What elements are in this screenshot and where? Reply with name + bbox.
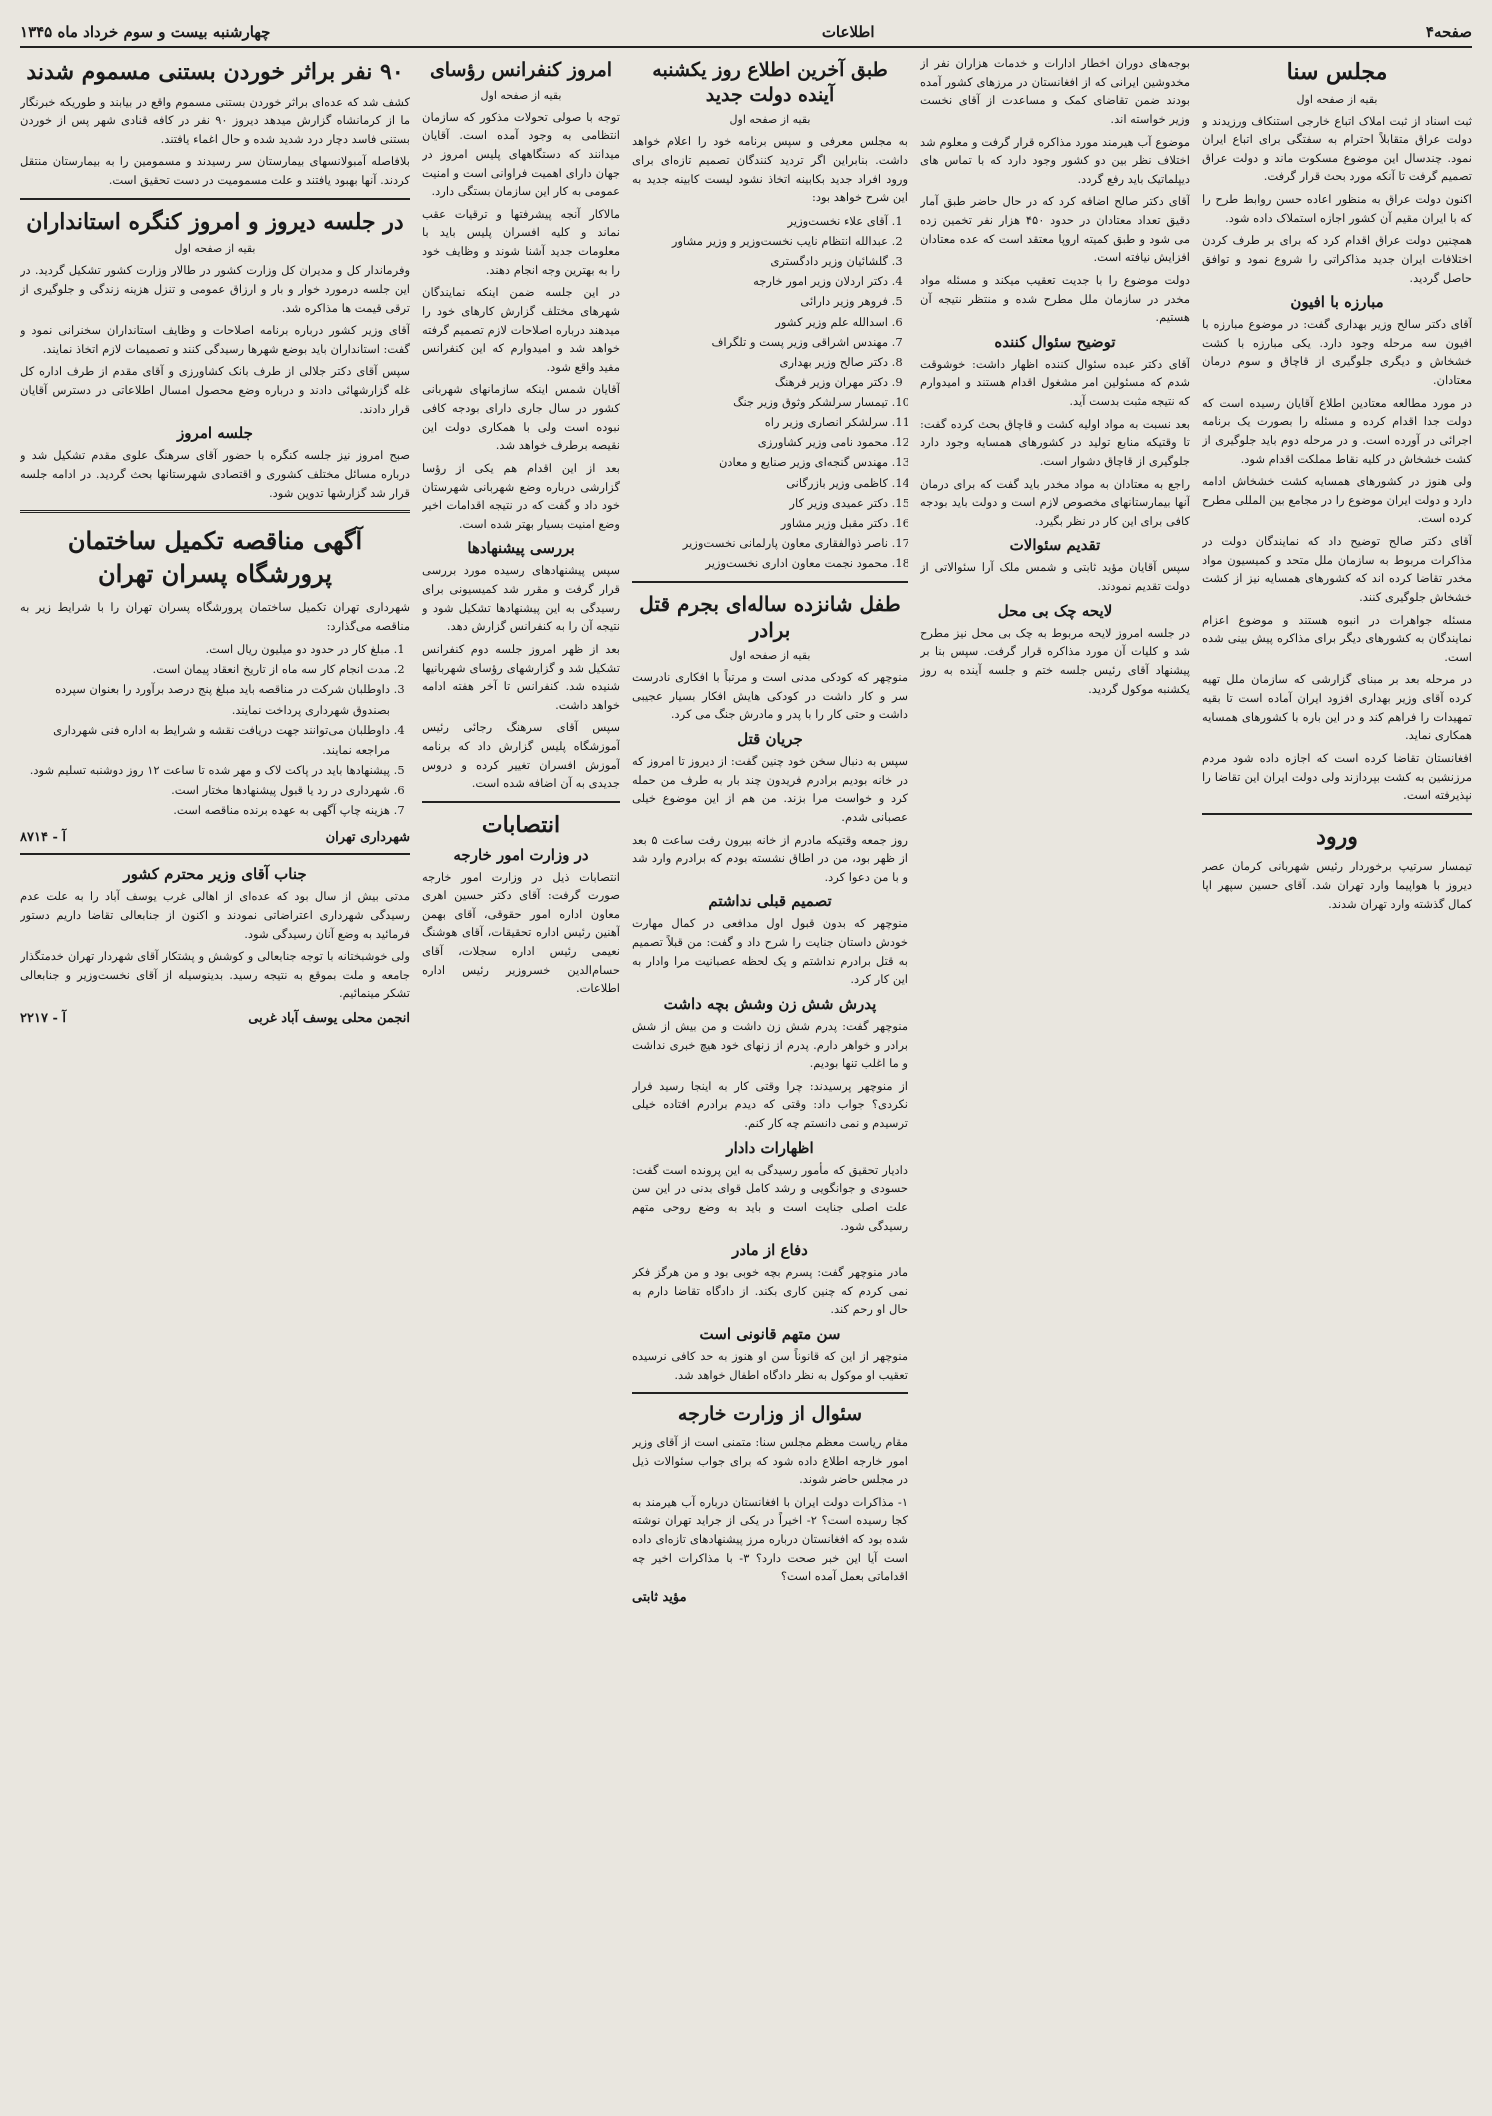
appointments-sub: در وزارت امور خارجه (453, 845, 589, 864)
senate-title: مجلس سنا (1286, 59, 1388, 85)
appointments-p: انتصابات ذیل در وزارت امور خارجه صورت گرفت: آقای دکتر حسین اهری معاون اداره امور حقوقی، آقای بهمن آهنین رئیس اداره تحقیقات، آقای هوشنگ نعیمی رئیس اداره سجلات، آقای حسام‌الدین خسروزیر رئیس اداره اطلاعات. (422, 869, 620, 996)
letter-signature: انجمن محلی یوسف آباد غربی (248, 1011, 410, 1027)
governors-sub: بقیه از صفحه اول (174, 242, 256, 256)
tender-item: 7. هزینه چاپ آگهی به عهده برنده مناقصه است. (20, 800, 390, 820)
tender-intro: شهرداری تهران تکمیل ساختمان پرورشگاه پسران تهران را با شرایط زیر به مناقصه می‌گذارد: (20, 599, 410, 633)
tender-item: 1. مبلغ کار در حدود دو میلیون ریال است. (20, 639, 390, 659)
c2-p9: در جلسه امروز لایحه مربوط به چک بی محل نیز مطرح شد و کلیات آن مورد مذاکره قرار گرفت. سپس بنا بر پیشنهاد آقای رئیس جلسه ختم و جلسه آینده به روز یکشنبه موکول گردید. (920, 625, 1190, 696)
cabinet-member: 10. تیمسار سرلشکر وثوق وزیر جنگ (632, 392, 888, 412)
arrival-p: تیمسار سرتیپ برخوردار رئیس شهربانی کرمان عصر دیروز با هواپیما وارد تهران شد. آقای حسین سپهر اپا کمال گذشته وارد تهران شدند. (1202, 859, 1472, 911)
tender-title: آگهی مناقصه تکمیل ساختمان پرورشگاه پسران تهران (67, 526, 363, 588)
cabinet-member: 11. سرلشکر انصاری وزیر راه (632, 412, 888, 432)
column-cabinet (632, 54, 908, 2078)
murder-p5: منوچهر که بدون قبول اول مدافعی در کمال مهارت خودش داستان جنایت را شرح داد و گفت: من قبلاً تصمیم به قتل برادرم نداشتم و یک لحظه عصبانیت مرا وادار به این کار کرد. (632, 916, 908, 987)
icecream-p2: بلافاصله آمبولانسهای بیمارستان سر رسیدند و مسمومین را به بیمارستان منتقل کردند. آنها بهبود یافتند و علت مسمومیت در دست تحقیق است. (20, 154, 410, 188)
foreign-question-p1: مقام ریاست معظم مجلس سنا: متمنی است از آقای وزیر امور خارجه اطلاع داده شود که برای جواب سئوالات ذیل در مجلس حاضر شوند. (632, 1434, 908, 1487)
c2-p1: بوجه‌های دوران اخطار ادارات و خدمات هزاران نفر از مخدوشین ایرانی که از افغانستان در مرزهای کشور آمده بودند ضمن تقاضای کمک و مساعدت از آقای نخست وزیر خواسته اند. (920, 56, 1190, 126)
murder-s5: دفاع از مادر (732, 1241, 808, 1260)
senate-p8: مسئله جواهرات در انبوه هستند و موضوع اعزام نمایندگان به کشورهای دیگر برای مذاکره پیش بینی شده است. (1202, 612, 1472, 664)
cabinet-member: 18. محمود نجمت معاون اداری نخست‌وزیر (632, 553, 888, 573)
cheque-bill-heading: لایحه چک بی محل (997, 601, 1113, 620)
murder-p4: روز جمعه وقتیکه مادرم از خانه بیرون رفت ساعت ۵ بعد از ظهر بود، من در اطاق نشسته بودم که برادرم وارد شد و با من دعوا کرد. (632, 832, 908, 884)
murder-p3: سپس به دنبال سخن خود چنین گفت: از دیروز تا امروز که در خانه بودیم برادرم فریدون چند بار به طرف من حمله کرد و خواست مرا بزند. من هم از این موضوع خیلی عصبانی شدم. (632, 754, 908, 824)
cabinet-member: 13. مهندس گنجه‌ای وزیر صنایع و معادن (632, 452, 888, 472)
murder-s3: پدرش شش زن وشش بچه داشت (663, 994, 877, 1013)
conf-p4: آقایان شمس اینکه سازمانهای شهربانی کشور در سال جاری دارای بودجه کافی نبوده است ولی با همکاری دولت این نقیصه برطرف خواهد شد. (422, 382, 620, 453)
tender-code: آ - ۸۷۱۴ (20, 830, 66, 846)
senate-p4: آقای دکتر سالح وزیر بهداری گفت: در موضوع مبارزه با افیون سه مرحله وجود دارد. یکی مبارزه با کشت خشخاش و دیگری جلوگیری از قاچاق و سوم درمان معتادان. (1202, 317, 1472, 388)
gov-p5: سپس آقای دکتر جلالی از طرف بانک کشاورزی و آقای مقدم از طرف اداره کل غله گزارشهائی دادند و درباره وضع محصول امسال اطلاعاتی در دسترس آقایان قرار دادند. (20, 364, 410, 416)
murder-p6: منوچهر گفت: پدرم شش زن داشت و من بیش از شش برادر و خواهر دارم. پدرم از زنهای خود هیچ خبری نداشت و ما اغلب تنها بودیم. (632, 1018, 908, 1071)
page-header (20, 18, 1472, 48)
page-number: صفحه۴ (1425, 23, 1472, 41)
senate-p10: افغانستان تقاضا کرده است که اجازه داده شود مردم مرزنشین به کشت بپردازند ولی دولت ایران این تقاضا را نپذیرفته است. (1202, 750, 1472, 803)
conf-p1: توجه با صولی تحولات مذکور که سازمان انتظامی به وجود آمده است. آقایان میدانند که دستگاههای پلیس امروز در جهان دارای اهمیت فراوانی است و امنیت عمومی به کار این سازمان بستگی دارد. (422, 109, 620, 199)
conference-title: امروز کنفرانس رؤسای (429, 59, 613, 81)
tender-signature: شهرداری تهران (325, 830, 410, 846)
senate-p1: ثبت اسناد از ثبت املاک اتباع خارجی استنکاف ورزیدند و دولت عراق متقابلاً احترام به سفتگی برای اتباع ایران نمود. چندسال این موضوع مسکوت ماند و دولت عراق تصمیم گرفت تا آنکه مورد بحث قرار گرفت. (1202, 113, 1472, 184)
arrival-heading: ورود (1316, 823, 1358, 850)
column-left (20, 54, 410, 2078)
tender-item: 2. مدت انجام کار سه ماه از تاریخ انعقاد پیمان است. (20, 659, 390, 679)
conf-s1: بررسی پیشنهادها (467, 539, 575, 558)
foreign-question-title: سئوال از وزارت خارجه (677, 1403, 863, 1426)
conf-p7: بعد از ظهر امروز جلسه دوم کنفرانس تشکیل شد و گزارشهای رؤسای شهربانیها شنیده شد. کنفرانس تا آخر هفته ادامه خواهد داشت. (422, 641, 620, 712)
senate-p9: در مرحله بعد بر مبنای گزارشی که سازمان ملل تهیه کرده آقای وزیر بهداری افزود ایران آماده است تا بقیه تمهیدات را فراهم کند و در این باره با کشورهای همسایه همکاری نماید. (1202, 672, 1472, 743)
issue-date: چهارشنبه بیست و سوم خرداد ماه ۱۳۴۵ (20, 23, 271, 41)
icecream-title: ۹۰ نفر براثر خوردن بستنی مسموم شدند (26, 59, 404, 85)
murder-s4: اظهارات دادار (726, 1138, 814, 1157)
senate-p7: آقای دکتر صالح توضیح داد که نمایندگان دولت در مذاکرات مربوط به سازمان ملل متحد و کمیسیون مواد مخدر تقاضا کرده اند که کشورهای همسایه نیز از کشت خشخاش جلوگیری کنند. (1202, 534, 1472, 604)
foreign-question-signature: مؤید ثابتی (632, 1589, 687, 1605)
c2-p6: بعد نسبت به مواد اولیه کشت و قاچاق بحث کرده گفت: تا وقتیکه منابع تولید در کشورهای همسایه وجود دارد جلوگیری از قاچاق دشوار است. (920, 416, 1190, 468)
cabinet-member: 14. کاظمی وزیر بازرگانی (632, 473, 888, 493)
senate-sub: بقیه از صفحه اول (1296, 92, 1378, 106)
c2-p2: موضوع آب هیرمند مورد مذاکره قرار گرفت و معلوم شد اختلاف نظر بین دو کشور وجود دارد که با تماس های دیپلماتیک باید رفع گردد. (920, 134, 1190, 186)
cabinet-member: 4. دکتر اردلان وزیر امور خارجه (632, 271, 888, 291)
cabinet-sub: بقیه از صفحه اول (729, 113, 811, 127)
paper-name: اطلاعات (821, 23, 875, 41)
cabinet-member: 12. محمود نامی وزیر کشاورزی (632, 432, 888, 452)
cabinet-member: 1. آقای علاء نخست‌وزیر (632, 211, 888, 231)
murder-title: طفل شانزده ساله‌ای بجرم قتل برادر (639, 592, 901, 643)
gov-p3: وفرماندار کل و مدیران کل وزارت کشور در طالار وزارت کشور تشکیل گردید. در این جلسه درمورد خوار و بار و ارزاق عمومی و تنزل هزینه زندگی و جلوگیری از ترقی قیمت ها مذاکره شد. (20, 263, 410, 315)
senate-p2: اکنون دولت عراق به منظور اعاده حسن روابط طرح را که با ایران مقیم آن کشور اجازه استملاک داده شود. (1202, 192, 1472, 225)
foreign-question-p2: ۱- مذاکرات دولت ایران با افغانستان درباره آب هیرمند به کجا رسیده است؟ ۲- اخیراً در یکی از جراید تهران نوشته شده بود که افغانستان درباره مرز پیشنهادهای تازه‌ای داده است آیا این خبر صحت دارد؟ ۳- با مذاکرات اخیر چه اقداماتی بعمل آمده است؟ (632, 1494, 908, 1584)
gov-p6: صبح امروز نیز جلسه کنگره با حضور آقای سرهنگ علوی مقدم تشکیل شد و درباره مسائل مختلف کشوری و اقتصادی شهرستانها بحث گردید. در ادامه جلسه قرار شد گزارشها تدوین شود. (20, 448, 410, 500)
questions-heading: تقدیم سئوالات (1009, 536, 1101, 555)
tender-item: 5. پیشنهادها باید در پاکت لاک و مهر شده تا ساعت ۱۲ روز دوشنبه تسلیم شود. (20, 760, 390, 780)
cabinet-member: 2. عبدالله انتظام نایب نخست‌وزیر و وزیر مشاور (632, 231, 888, 251)
murder-s2: تصمیم قبلی نداشتم (708, 892, 832, 911)
cabinet-member: 15. دکتر عمیدی وزیر کار (632, 493, 888, 513)
cabinet-list (632, 211, 908, 573)
conf-p8: سپس آقای سرهنگ رجائی رئیس آموزشگاه پلیس گزارش داد که برنامه آموزش افسران تغییر کرده و دروس جدیدی به آن اضافه شده است. (422, 720, 620, 791)
column-senate-cont (920, 54, 1190, 2078)
conference-sub: بقیه از صفحه اول (480, 88, 562, 102)
tender-item: 3. داوطلبان شرکت در مناقصه باید مبلغ پنج درصد برآورد را بعنوان سپرده بصندوق شهرداری پرداخت نمایند. (20, 679, 390, 719)
newspaper-page (20, 18, 1472, 2078)
murder-s1: جریان قتل (737, 730, 803, 748)
appointments-title: انتصابات (481, 811, 561, 838)
letter-p2: ولی خوشبختانه با توجه جنابعالی و کوشش و پشتکار آقای شهردار تهران خدمتگذار جامعه و ملت بموقع به نتیجه رسید. بدینوسیله از آقای نخست‌وزیر و جنابعالی تشکر مینمائیم. (20, 949, 410, 1001)
tender-item: 6. شهرداری در رد یا قبول پیشنهادها مختار است. (20, 780, 390, 800)
opium-heading: مبارزه با افیون (1290, 293, 1384, 312)
cabinet-intro: به مجلس معرفی و سپس برنامه خود را اعلام خواهد داشت. بنابراین اگر تردید کنندگان تصمیم تازه‌ای برای ورود افراد جدید بکابینه اتخاذ نشود لیست کابینه جدید به این شرح خواهد بود: (632, 134, 908, 205)
murder-p8: دادیار تحقیق که مأمور رسیدگی به این پرونده است گفت: حسودی و جوانگویی و رشد کامل قوای بدنی در این سن علت اصلی جنایت است و باید به وضع روحی متهم رسیدگی شود. (632, 1162, 908, 1233)
cabinet-member: 9. دکتر مهران وزیر فرهنگ (632, 372, 888, 392)
c2-p7: راجع به معتادان به مواد مخدر باید گفت که برای درمان آنها بیمارستانهای مخصوص لازم است و دولت باید بودجه کافی برای این کار در نظر بگیرد. (920, 476, 1190, 528)
conf-p3: در این جلسه ضمن اینکه نمایندگان شهرهای مختلف گزارش کارهای خود را میدهند درباره اصلاحات لازم تصمیم گرفته خواهد شد و امیدوارم که این کنفرانس مفید واقع شود. (422, 285, 620, 374)
murder-sub: بقیه از صفحه اول (729, 649, 811, 663)
gov-s1: جلسه امروز (177, 424, 253, 443)
column-senate (1202, 54, 1472, 2078)
senate-p6: ولی هنوز در کشورهای همسایه کشت خشخاش ادامه دارد و دولت ایران موضوع را در مجامع بین المللی مطرح کرده است. (1202, 474, 1472, 526)
cabinet-member: 3. گلشائیان وزیر دادگستری (632, 251, 888, 271)
c2-p5: آقای دکتر عبده سئوال کننده اظهار داشت: خوشوقت شدم که مسئولین امر مشغول اقدام هستند و امیدوارم که نتیجه مثبت بدست آید. (920, 356, 1190, 408)
letter-p1: مدتی بیش از سال بود که عده‌ای از اهالی غرب یوسف آباد را به علت عدم رسیدگی شهرداری اعتراضاتی نمودند و اکنون از جنابعالی تقاضا داریم دستور فرمائید به وضع آنان رسیدگی شود. (20, 889, 410, 941)
c2-p8: سپس آقایان مؤید ثابتی و شمس ملک آرا سئوالاتی از دولت تقدیم نمودند. (920, 560, 1190, 593)
cabinet-member: 5. فروهر وزیر دارائی (632, 291, 888, 311)
c2-p3: آقای دکتر صالح اضافه کرد که در حال حاضر طبق آمار دقیق تعداد معتادان در حدود ۴۵۰ هزار نفر تخمین زده می شود و طبق کمیته اروپا معتقد است که عده معتادان افزایش نیافته است. (920, 194, 1190, 265)
icecream-p1: کشف شد که عده‌ای براثر خوردن بستنی مسموم واقع در بیابند و طوریکه خبرنگار ما از کرمانشاه گزارش میدهد دیروز ۹۰ نفر در کافه قنادی شهر پس از خوردن بستنی فاسد دچار درد شدید شده و حال اغماء یافتند. (20, 94, 410, 146)
tender-item: 4. داوطلبان می‌توانند جهت دریافت نقشه و شرایط به اداره فنی شهرداری مراجعه نمایند. (20, 720, 390, 760)
conf-p2: مالاکار آنجه پیشرفتها و ترقیات عقب نماند و کلیه افسران پلیس باید با معلومات جدید آشنا شوند و وظایف خود را به بهترین وجه انجام دهند. (422, 206, 620, 277)
cabinet-member: 8. دکتر صالح وزیر بهداری (632, 352, 888, 372)
senate-p3: همچنین دولت عراق اقدام کرد که برای بر طرف کردن اختلافات ایران جدید مذاکراتی را شروع نمود و توافق حاصل گردید. (1202, 233, 1472, 285)
column-police-conference (422, 54, 620, 2078)
c2-p4: دولت موضوع را با جدیت تعقیب میکند و مسئله مواد مخدر در سازمان ملل مطرح شده و منتظر نتیجه آن هستیم. (920, 272, 1190, 325)
murder-p2: منوچهر که کودکی مدنی است و مرتباً با افکاری نادرست سر و کار داشت در کودکی هایش افکار بسیار عجیبی داشت و حتی کار را با پدر و مادرش جنگ می کرد. (632, 670, 908, 722)
murder-p10: منوچهر از این که قانوناً سن او هنوز به حد کافی نرسیده تعقیب او موکول به نظر دادگاه اطفال خواهد شد. (632, 1349, 908, 1382)
governors-title: در جلسه دیروز و امروز کنگره استانداران (26, 208, 404, 235)
murder-s6: سن متهم قانونی است (699, 1325, 841, 1343)
cabinet-member: 17. ناصر ذوالفقاری معاون پارلمانی نخست‌وزیر (632, 533, 888, 553)
cabinet-title: طبق آخرین اطلاع روز یکشنبه آینده دولت جدید (652, 59, 888, 106)
murder-p9: مادر منوچهر گفت: پسرم بچه خوبی بود و من هرگز فکر نمی کردم که چنین کاری بکند. از دادگاه تقاضا دارم به حال او رحم کند. (632, 1265, 908, 1317)
cabinet-member: 7. مهندس اشراقی وزیر پست و تلگراف (632, 332, 888, 352)
cabinet-member: 16. دکتر مقبل وزیر مشاور (632, 513, 888, 533)
letter-code: آ - ۲۲۱۷ (20, 1011, 66, 1027)
letter-title: جناب آقای وزیر محترم کشور (123, 865, 307, 884)
tender-list (20, 639, 410, 820)
murder-p7: از منوچهر پرسیدند: چرا وقتی کار به اینجا رسید فرار نکردی؟ جواب داد: وقتی که دیدم برادرم افتاده خیلی ترسیدم و نمی دانستم چه کار کنم. (632, 1078, 908, 1130)
conf-p5: بعد از این اقدام هم یکی از رؤسا گزارشی درباره وضع شهربانی شهرستان خود داد و گفت که در نتیجه اقدامات اخیر وضع امنیت بسیار بهتر شده است. (422, 460, 620, 531)
cabinet-member: 6. اسدالله علم وزیر کشور (632, 312, 888, 332)
gov-p4: آقای وزیر کشور درباره برنامه اصلاحات و وظایف استانداران سخنرانی نمود و گفت: استانداران باید بوضع شهرها رسیدگی کنند و تصمیمات لازم اتخاذ نمایند. (20, 323, 410, 356)
conf-p6: سپس پیشنهادهای رسیده مورد بررسی قرار گرفت و مقرر شد کمیسیونی برای رسیدگی به این پیشنهادها تشکیل شود و نتیجه آن را به کنفرانس گزارش دهد. (422, 563, 620, 634)
questioner-heading: توضیح سئوال کننده (994, 332, 1116, 351)
senate-p5: در مورد مطالعه معتادین اطلاع آقایان رسیده است که دولت جدا اقدام کرده و مسئله را بصورت یک برنامه اجرائی در آورده است. و در مرحله دوم باید جلوگیری از کشت خشخاش در کلیه نقاط مملکت اقدام شود. (1202, 395, 1472, 466)
